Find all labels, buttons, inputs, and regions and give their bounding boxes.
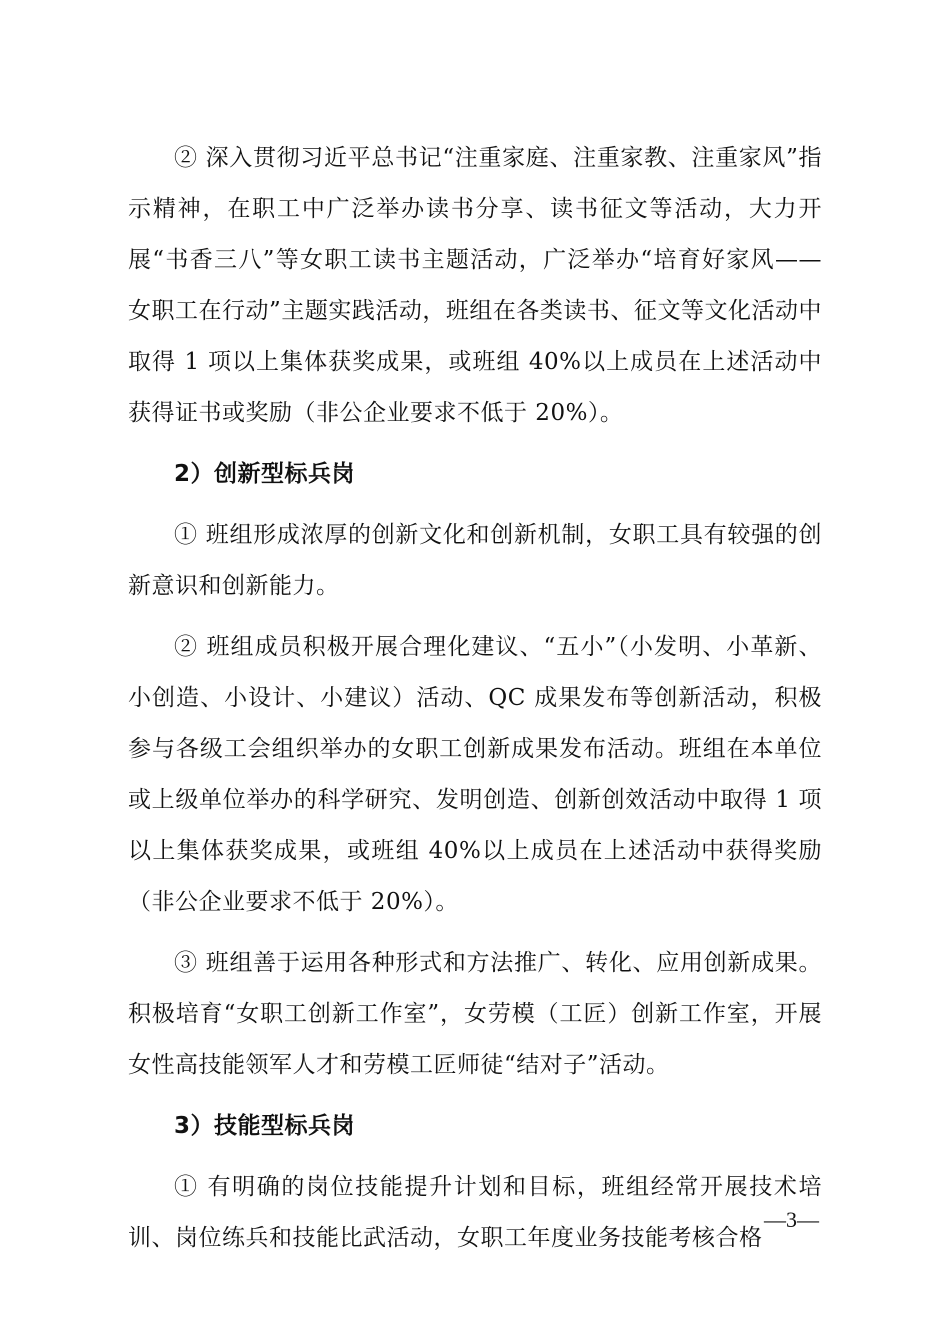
paragraph-innovation-activities: ② 班组成员积极开展合理化建议、“五小”（小发明、小革新、小创造、小设计、小建议）活动、QC 成果发布等创新活动，积极参与各级工会组织举办的女职工创新成果发布活动。班组在本单位或上级单位举办的科学研究、发明创造、创新创效活动中取得 1 项以上集体获奖成果，或班组 40%以上成员在上述活动中获得奖励（非公企业要求不低于 20%）。 <box>128 634 822 915</box>
page-number: —3— <box>764 1207 819 1232</box>
heading-innovation-post: 2）创新型标兵岗 <box>174 461 356 487</box>
paragraph-innovation-promotion: ③ 班组善于运用各种形式和方法推广、转化、应用创新成果。积极培育“女职工创新工作室”，女劳模（工匠）创新工作室，开展女性高技能领军人才和劳模工匠师徒“结对子”活动。 <box>128 950 822 1078</box>
paragraph-family-values: ② 深入贯彻习近平总书记“注重家庭、注重家教、注重家风”指示精神，在职工中广泛举办读书分享、读书征文等活动，大力开展“书香三八”等女职工读书主题活动，广泛举办“培育好家风——女职工在行动”主题实践活动，班组在各类读书、征文等文化活动中取得 1 项以上集体获奖成果，或班组 40%以上成员在上述活动中获得证书或奖励（非公企业要求不低于 20%）。 <box>128 145 822 426</box>
paragraph-innovation-culture: ① 班组形成浓厚的创新文化和创新机制，女职工具有较强的创新意识和创新能力。 <box>128 522 822 599</box>
heading-skills-post: 3）技能型标兵岗 <box>174 1113 356 1139</box>
document-body <box>128 133 822 1264</box>
paragraph-skills-plan: ① 有明确的岗位技能提升计划和目标，班组经常开展技术培训、岗位练兵和技能比武活动，女职工年度业务技能考核合格 <box>128 1174 822 1251</box>
